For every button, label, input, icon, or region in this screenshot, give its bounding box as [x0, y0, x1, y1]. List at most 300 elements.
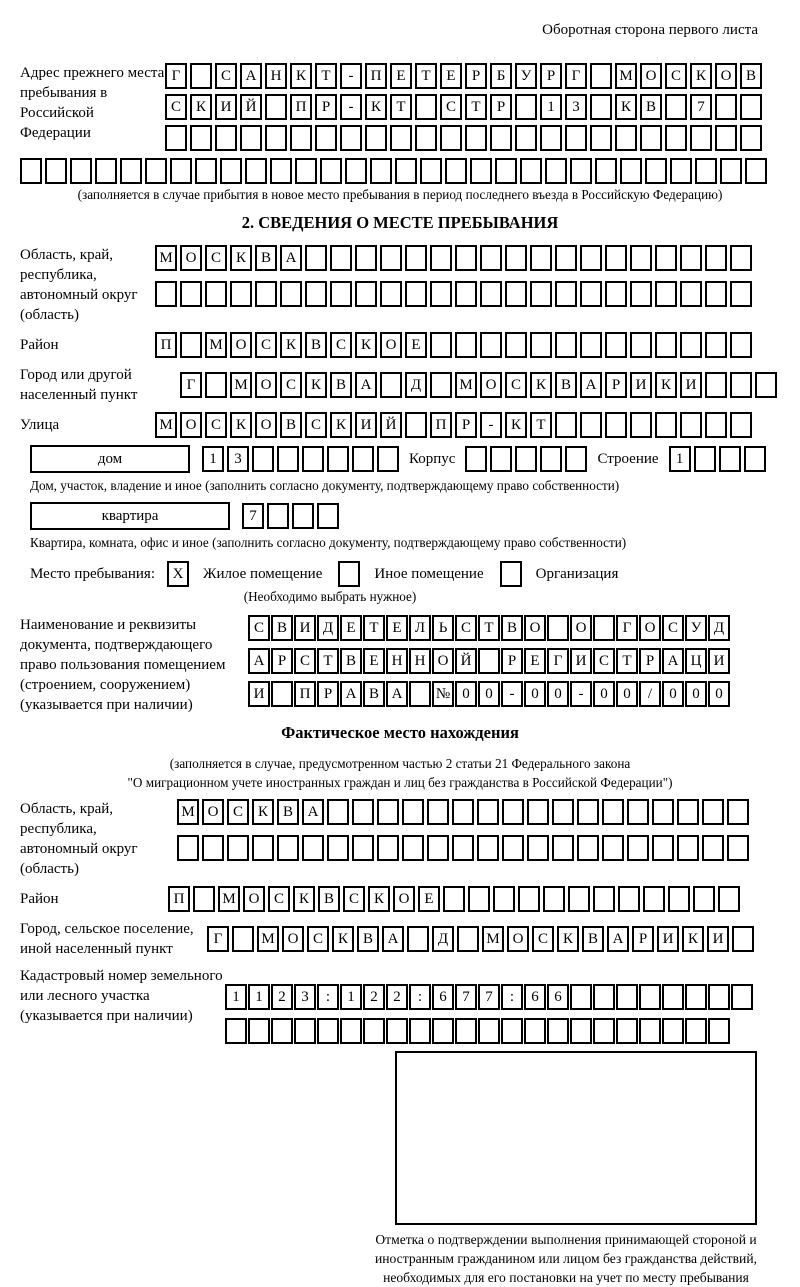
char-cell[interactable]: [602, 835, 624, 861]
char-cell[interactable]: 1: [225, 984, 247, 1010]
char-cell[interactable]: А: [280, 245, 302, 271]
char-cell[interactable]: С: [255, 332, 277, 358]
char-cell[interactable]: [240, 125, 262, 151]
char-cell[interactable]: [705, 332, 727, 358]
char-cell[interactable]: О: [639, 615, 661, 641]
char-cell[interactable]: Л: [409, 615, 431, 641]
char-cell[interactable]: А: [607, 926, 629, 952]
char-cell[interactable]: -: [480, 412, 502, 438]
char-cell[interactable]: [327, 835, 349, 861]
char-cell[interactable]: А: [386, 681, 408, 707]
char-cell[interactable]: [555, 412, 577, 438]
char-cell[interactable]: 2: [271, 984, 293, 1010]
char-cell[interactable]: [643, 886, 665, 912]
char-cell[interactable]: [265, 94, 287, 120]
char-cell[interactable]: [20, 158, 42, 184]
char-cell[interactable]: [327, 799, 349, 825]
char-cell[interactable]: [145, 158, 167, 184]
char-cell[interactable]: [715, 94, 737, 120]
char-cell[interactable]: Й: [240, 94, 262, 120]
char-cell[interactable]: /: [639, 681, 661, 707]
char-cell[interactable]: :: [317, 984, 339, 1010]
char-cell[interactable]: О: [180, 245, 202, 271]
char-cell[interactable]: -: [340, 94, 362, 120]
char-cell[interactable]: И: [248, 681, 270, 707]
char-cell[interactable]: М: [455, 372, 477, 398]
char-cell[interactable]: Д: [405, 372, 427, 398]
char-cell[interactable]: [340, 125, 362, 151]
char-cell[interactable]: [380, 245, 402, 271]
char-cell[interactable]: И: [680, 372, 702, 398]
char-cell[interactable]: М: [257, 926, 279, 952]
char-cell[interactable]: И: [708, 648, 730, 674]
char-cell[interactable]: [605, 412, 627, 438]
char-cell[interactable]: [652, 835, 674, 861]
char-cell[interactable]: [480, 281, 502, 307]
char-cell[interactable]: М: [177, 799, 199, 825]
char-cell[interactable]: [215, 125, 237, 151]
char-cell[interactable]: [605, 332, 627, 358]
char-cell[interactable]: [640, 125, 662, 151]
char-cell[interactable]: [730, 412, 752, 438]
char-cell[interactable]: [317, 503, 339, 529]
char-cell[interactable]: [227, 835, 249, 861]
char-cell[interactable]: [530, 281, 552, 307]
char-cell[interactable]: С: [305, 412, 327, 438]
char-cell[interactable]: 0: [708, 681, 730, 707]
char-cell[interactable]: И: [215, 94, 237, 120]
char-cell[interactable]: [731, 984, 753, 1010]
char-cell[interactable]: [708, 984, 730, 1010]
char-cell[interactable]: Т: [363, 615, 385, 641]
char-cell[interactable]: [405, 245, 427, 271]
char-cell[interactable]: [502, 799, 524, 825]
char-cell[interactable]: Д: [432, 926, 454, 952]
char-cell[interactable]: [430, 245, 452, 271]
char-cell[interactable]: [295, 158, 317, 184]
char-cell[interactable]: М: [615, 63, 637, 89]
char-cell[interactable]: А: [580, 372, 602, 398]
char-cell[interactable]: [427, 835, 449, 861]
char-cell[interactable]: [255, 281, 277, 307]
char-cell[interactable]: О: [230, 332, 252, 358]
char-cell[interactable]: [593, 1018, 615, 1044]
char-cell[interactable]: [605, 245, 627, 271]
char-cell[interactable]: Р: [490, 94, 512, 120]
char-cell[interactable]: 6: [524, 984, 546, 1010]
char-cell[interactable]: О: [570, 615, 592, 641]
char-cell[interactable]: [505, 332, 527, 358]
char-cell[interactable]: [180, 281, 202, 307]
char-cell[interactable]: [415, 94, 437, 120]
char-cell[interactable]: [120, 158, 142, 184]
char-cell[interactable]: [590, 125, 612, 151]
char-cell[interactable]: [730, 281, 752, 307]
char-cell[interactable]: [685, 984, 707, 1010]
char-cell[interactable]: С: [505, 372, 527, 398]
char-cell[interactable]: №: [432, 681, 454, 707]
char-cell[interactable]: [271, 1018, 293, 1044]
char-cell[interactable]: А: [340, 681, 362, 707]
char-cell[interactable]: [740, 94, 762, 120]
char-cell[interactable]: Е: [418, 886, 440, 912]
char-cell[interactable]: [627, 799, 649, 825]
char-cell[interactable]: [495, 158, 517, 184]
char-cell[interactable]: [655, 281, 677, 307]
char-cell[interactable]: [430, 281, 452, 307]
char-cell[interactable]: [755, 372, 777, 398]
char-cell[interactable]: [455, 281, 477, 307]
char-cell[interactable]: [705, 245, 727, 271]
char-cell[interactable]: [680, 412, 702, 438]
char-cell[interactable]: [330, 245, 352, 271]
char-cell[interactable]: [665, 125, 687, 151]
char-cell[interactable]: Р: [465, 63, 487, 89]
char-cell[interactable]: [730, 372, 752, 398]
char-cell[interactable]: 1: [202, 446, 224, 472]
char-cell[interactable]: 0: [616, 681, 638, 707]
char-cell[interactable]: 1: [669, 446, 691, 472]
char-cell[interactable]: [593, 615, 615, 641]
char-cell[interactable]: 7: [478, 984, 500, 1010]
char-cell[interactable]: 3: [227, 446, 249, 472]
char-cell[interactable]: А: [382, 926, 404, 952]
char-cell[interactable]: 3: [294, 984, 316, 1010]
char-cell[interactable]: [680, 281, 702, 307]
char-cell[interactable]: [432, 1018, 454, 1044]
char-cell[interactable]: [265, 125, 287, 151]
char-cell[interactable]: О: [507, 926, 529, 952]
char-cell[interactable]: [580, 245, 602, 271]
char-cell[interactable]: Т: [315, 63, 337, 89]
char-cell[interactable]: К: [305, 372, 327, 398]
char-cell[interactable]: 1: [248, 984, 270, 1010]
apartment-type-box[interactable]: квартира: [30, 502, 230, 530]
char-cell[interactable]: [577, 799, 599, 825]
char-cell[interactable]: [468, 886, 490, 912]
char-cell[interactable]: [694, 446, 716, 472]
char-cell[interactable]: [565, 446, 587, 472]
char-cell[interactable]: [639, 1018, 661, 1044]
char-cell[interactable]: [577, 835, 599, 861]
char-cell[interactable]: [593, 886, 615, 912]
char-cell[interactable]: Р: [639, 648, 661, 674]
char-cell[interactable]: -: [570, 681, 592, 707]
char-cell[interactable]: [645, 158, 667, 184]
char-cell[interactable]: [570, 984, 592, 1010]
char-cell[interactable]: [705, 372, 727, 398]
char-cell[interactable]: [580, 281, 602, 307]
char-cell[interactable]: Г: [207, 926, 229, 952]
char-cell[interactable]: С: [268, 886, 290, 912]
char-cell[interactable]: К: [252, 799, 274, 825]
char-cell[interactable]: К: [655, 372, 677, 398]
char-cell[interactable]: [718, 886, 740, 912]
char-cell[interactable]: [190, 63, 212, 89]
char-cell[interactable]: [685, 1018, 707, 1044]
char-cell[interactable]: [252, 835, 274, 861]
char-cell[interactable]: К: [690, 63, 712, 89]
char-cell[interactable]: В: [363, 681, 385, 707]
char-cell[interactable]: [477, 835, 499, 861]
char-cell[interactable]: К: [368, 886, 390, 912]
char-cell[interactable]: К: [280, 332, 302, 358]
char-cell[interactable]: К: [290, 63, 312, 89]
char-cell[interactable]: [205, 372, 227, 398]
char-cell[interactable]: [730, 332, 752, 358]
char-cell[interactable]: [352, 835, 374, 861]
char-cell[interactable]: [377, 835, 399, 861]
char-cell[interactable]: [345, 158, 367, 184]
char-cell[interactable]: В: [582, 926, 604, 952]
char-cell[interactable]: [655, 245, 677, 271]
char-cell[interactable]: П: [290, 94, 312, 120]
char-cell[interactable]: [695, 158, 717, 184]
char-cell[interactable]: И: [630, 372, 652, 398]
char-cell[interactable]: Н: [386, 648, 408, 674]
char-cell[interactable]: [315, 125, 337, 151]
char-cell[interactable]: [630, 245, 652, 271]
char-cell[interactable]: Е: [363, 648, 385, 674]
char-cell[interactable]: [465, 446, 487, 472]
char-cell[interactable]: [440, 125, 462, 151]
char-cell[interactable]: [267, 503, 289, 529]
char-cell[interactable]: [445, 158, 467, 184]
char-cell[interactable]: [363, 1018, 385, 1044]
char-cell[interactable]: П: [155, 332, 177, 358]
char-cell[interactable]: [602, 799, 624, 825]
char-cell[interactable]: Р: [455, 412, 477, 438]
char-cell[interactable]: А: [355, 372, 377, 398]
char-cell[interactable]: [305, 281, 327, 307]
char-cell[interactable]: Е: [386, 615, 408, 641]
char-cell[interactable]: [677, 835, 699, 861]
char-cell[interactable]: [407, 926, 429, 952]
char-cell[interactable]: [515, 446, 537, 472]
char-cell[interactable]: О: [255, 412, 277, 438]
char-cell[interactable]: 1: [340, 984, 362, 1010]
char-cell[interactable]: [680, 245, 702, 271]
char-cell[interactable]: [552, 835, 574, 861]
char-cell[interactable]: Д: [317, 615, 339, 641]
char-cell[interactable]: [455, 332, 477, 358]
char-cell[interactable]: А: [302, 799, 324, 825]
char-cell[interactable]: К: [505, 412, 527, 438]
char-cell[interactable]: [515, 125, 537, 151]
char-cell[interactable]: Н: [409, 648, 431, 674]
char-cell[interactable]: [292, 503, 314, 529]
char-cell[interactable]: А: [240, 63, 262, 89]
char-cell[interactable]: [677, 799, 699, 825]
char-cell[interactable]: О: [393, 886, 415, 912]
char-cell[interactable]: [605, 281, 627, 307]
char-cell[interactable]: [530, 332, 552, 358]
char-cell[interactable]: [727, 799, 749, 825]
char-cell[interactable]: [190, 125, 212, 151]
char-cell[interactable]: К: [355, 332, 377, 358]
char-cell[interactable]: О: [432, 648, 454, 674]
char-cell[interactable]: Е: [340, 615, 362, 641]
char-cell[interactable]: [427, 799, 449, 825]
char-cell[interactable]: Е: [440, 63, 462, 89]
char-cell[interactable]: К: [293, 886, 315, 912]
char-cell[interactable]: [708, 1018, 730, 1044]
char-cell[interactable]: [732, 926, 754, 952]
char-cell[interactable]: [520, 158, 542, 184]
char-cell[interactable]: [540, 125, 562, 151]
char-cell[interactable]: [352, 446, 374, 472]
char-cell[interactable]: 7: [690, 94, 712, 120]
char-cell[interactable]: [205, 281, 227, 307]
char-cell[interactable]: [455, 1018, 477, 1044]
char-cell[interactable]: М: [230, 372, 252, 398]
char-cell[interactable]: Р: [271, 648, 293, 674]
char-cell[interactable]: [380, 281, 402, 307]
char-cell[interactable]: [655, 412, 677, 438]
char-cell[interactable]: Н: [265, 63, 287, 89]
char-cell[interactable]: [595, 158, 617, 184]
char-cell[interactable]: [665, 94, 687, 120]
char-cell[interactable]: С: [662, 615, 684, 641]
char-cell[interactable]: [616, 984, 638, 1010]
char-cell[interactable]: М: [155, 412, 177, 438]
char-cell[interactable]: [630, 332, 652, 358]
char-cell[interactable]: В: [330, 372, 352, 398]
char-cell[interactable]: С: [205, 412, 227, 438]
char-cell[interactable]: [455, 245, 477, 271]
char-cell[interactable]: Ь: [432, 615, 454, 641]
char-cell[interactable]: О: [480, 372, 502, 398]
char-cell[interactable]: [302, 835, 324, 861]
char-cell[interactable]: [338, 561, 360, 587]
char-cell[interactable]: 0: [662, 681, 684, 707]
char-cell[interactable]: [720, 158, 742, 184]
char-cell[interactable]: [415, 125, 437, 151]
char-cell[interactable]: К: [230, 245, 252, 271]
char-cell[interactable]: [470, 158, 492, 184]
char-cell[interactable]: [443, 886, 465, 912]
char-cell[interactable]: Т: [465, 94, 487, 120]
char-cell[interactable]: 7: [455, 984, 477, 1010]
char-cell[interactable]: О: [715, 63, 737, 89]
char-cell[interactable]: [230, 281, 252, 307]
char-cell[interactable]: О: [202, 799, 224, 825]
char-cell[interactable]: [590, 63, 612, 89]
char-cell[interactable]: 2: [363, 984, 385, 1010]
char-cell[interactable]: 6: [547, 984, 569, 1010]
char-cell[interactable]: И: [570, 648, 592, 674]
char-cell[interactable]: [280, 281, 302, 307]
char-cell[interactable]: [490, 446, 512, 472]
char-cell[interactable]: У: [515, 63, 537, 89]
char-cell[interactable]: [740, 125, 762, 151]
char-cell[interactable]: В: [357, 926, 379, 952]
char-cell[interactable]: П: [168, 886, 190, 912]
char-cell[interactable]: [165, 125, 187, 151]
char-cell[interactable]: О: [180, 412, 202, 438]
char-cell[interactable]: [530, 245, 552, 271]
char-cell[interactable]: [330, 281, 352, 307]
char-cell[interactable]: [705, 281, 727, 307]
char-cell[interactable]: [477, 799, 499, 825]
char-cell[interactable]: [294, 1018, 316, 1044]
char-cell[interactable]: К: [615, 94, 637, 120]
char-cell[interactable]: К: [332, 926, 354, 952]
char-cell[interactable]: [340, 1018, 362, 1044]
char-cell[interactable]: [565, 125, 587, 151]
char-cell[interactable]: [616, 1018, 638, 1044]
char-cell[interactable]: К: [230, 412, 252, 438]
char-cell[interactable]: Г: [180, 372, 202, 398]
char-cell[interactable]: В: [305, 332, 327, 358]
char-cell[interactable]: Т: [478, 615, 500, 641]
char-cell[interactable]: С: [227, 799, 249, 825]
char-cell[interactable]: С: [294, 648, 316, 674]
char-cell[interactable]: [545, 158, 567, 184]
char-cell[interactable]: О: [640, 63, 662, 89]
char-cell[interactable]: М: [218, 886, 240, 912]
char-cell[interactable]: П: [430, 412, 452, 438]
char-cell[interactable]: [170, 158, 192, 184]
char-cell[interactable]: О: [243, 886, 265, 912]
char-cell[interactable]: [370, 158, 392, 184]
char-cell[interactable]: Г: [616, 615, 638, 641]
char-cell[interactable]: [465, 125, 487, 151]
char-cell[interactable]: Р: [315, 94, 337, 120]
char-cell[interactable]: 3: [565, 94, 587, 120]
char-cell[interactable]: [655, 332, 677, 358]
char-cell[interactable]: [193, 886, 215, 912]
char-cell[interactable]: 2: [386, 984, 408, 1010]
char-cell[interactable]: [630, 281, 652, 307]
char-cell[interactable]: [245, 158, 267, 184]
char-cell[interactable]: [615, 125, 637, 151]
char-cell[interactable]: [662, 984, 684, 1010]
char-cell[interactable]: [420, 158, 442, 184]
char-cell[interactable]: [501, 1018, 523, 1044]
char-cell[interactable]: :: [501, 984, 523, 1010]
char-cell[interactable]: Ц: [685, 648, 707, 674]
char-cell[interactable]: [493, 886, 515, 912]
char-cell[interactable]: К: [557, 926, 579, 952]
char-cell[interactable]: В: [555, 372, 577, 398]
char-cell[interactable]: К: [530, 372, 552, 398]
char-cell[interactable]: К: [365, 94, 387, 120]
char-cell[interactable]: А: [662, 648, 684, 674]
char-cell[interactable]: [515, 94, 537, 120]
char-cell[interactable]: Р: [540, 63, 562, 89]
char-cell[interactable]: [727, 835, 749, 861]
char-cell[interactable]: В: [277, 799, 299, 825]
char-cell[interactable]: В: [640, 94, 662, 120]
char-cell[interactable]: С: [440, 94, 462, 120]
char-cell[interactable]: О: [282, 926, 304, 952]
char-cell[interactable]: [402, 835, 424, 861]
char-cell[interactable]: [277, 446, 299, 472]
char-cell[interactable]: 0: [593, 681, 615, 707]
char-cell[interactable]: [618, 886, 640, 912]
char-cell[interactable]: 0: [478, 681, 500, 707]
char-cell[interactable]: [639, 984, 661, 1010]
char-cell[interactable]: [570, 158, 592, 184]
char-cell[interactable]: И: [707, 926, 729, 952]
char-cell[interactable]: С: [215, 63, 237, 89]
char-cell[interactable]: [730, 245, 752, 271]
char-cell[interactable]: Т: [530, 412, 552, 438]
char-cell[interactable]: К: [190, 94, 212, 120]
char-cell[interactable]: В: [318, 886, 340, 912]
char-cell[interactable]: О: [524, 615, 546, 641]
